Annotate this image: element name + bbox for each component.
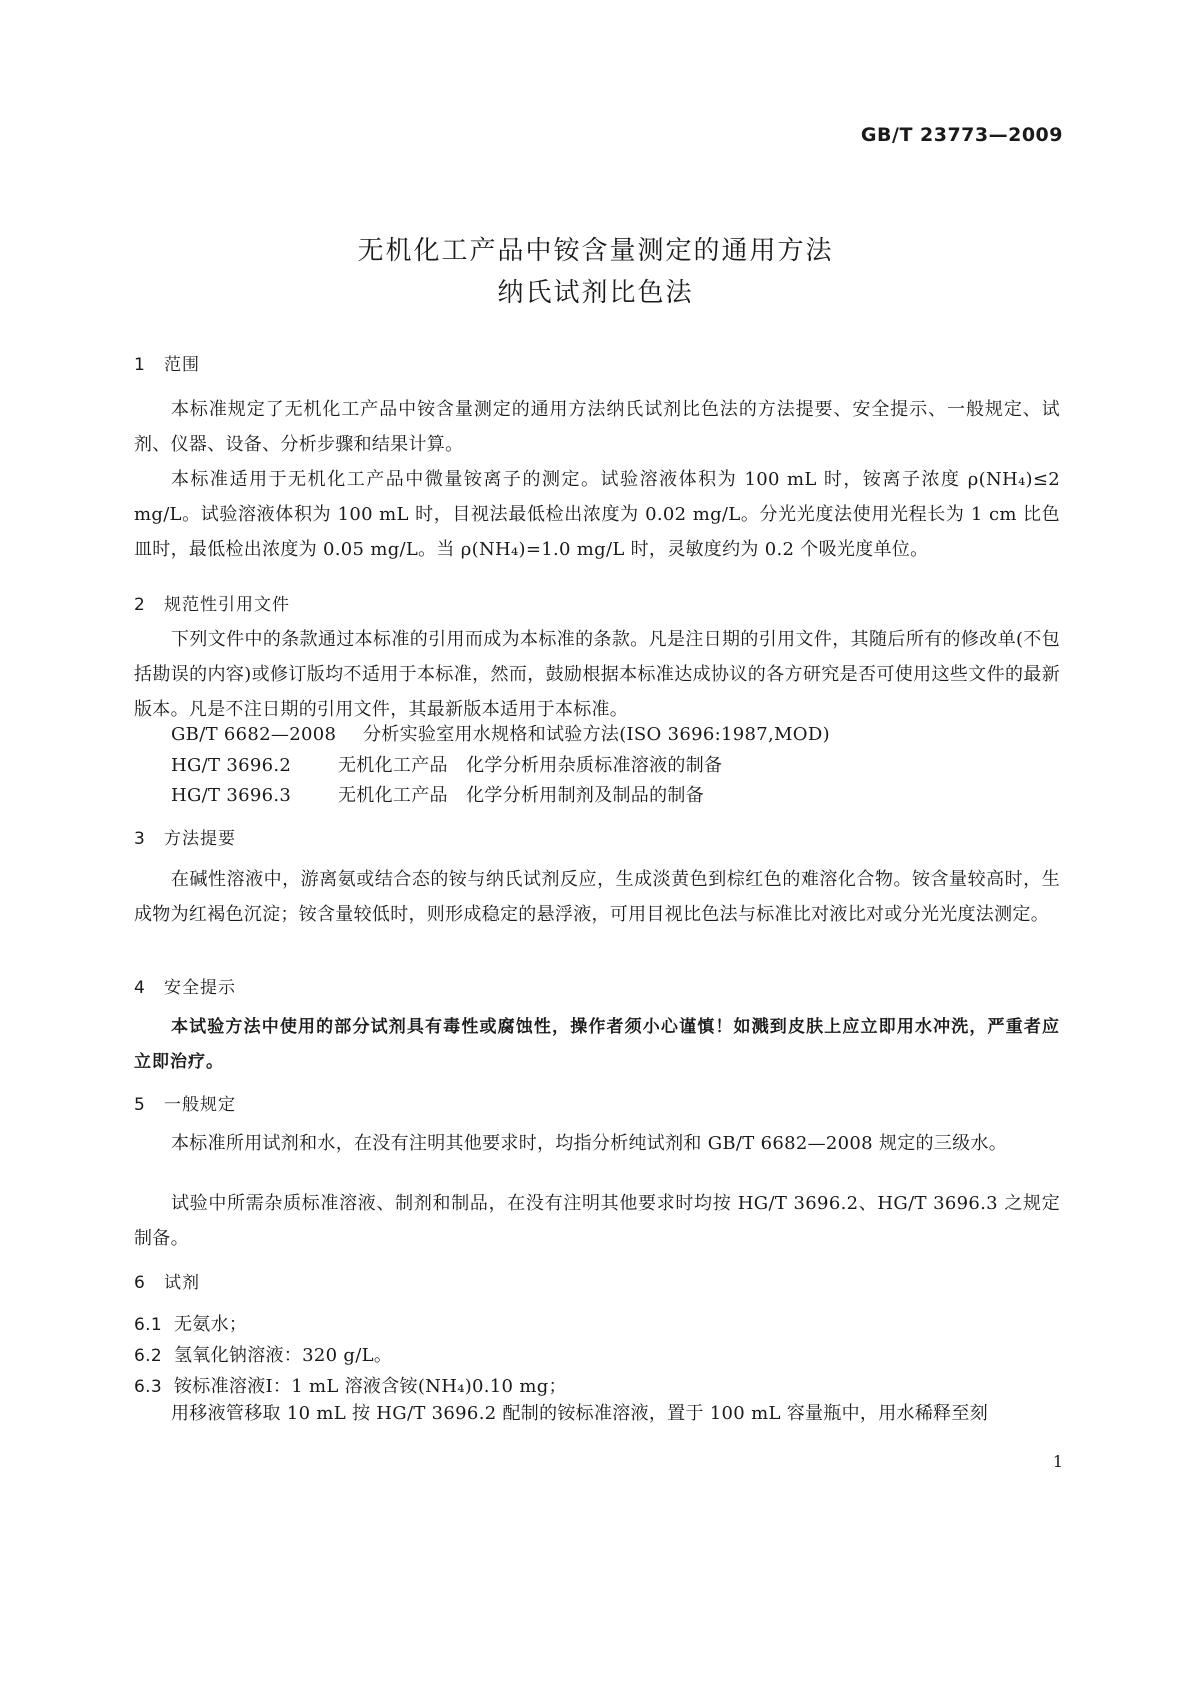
section-title: 安全提示: [164, 978, 236, 998]
section-title: 范围: [164, 355, 200, 375]
item-number: 6.3: [134, 1377, 162, 1397]
section-title: 规范性引用文件: [164, 595, 290, 615]
section-5-paragraph-1: 本标准所用试剂和水，在没有注明其他要求时，均指分析纯试剂和 GB/T 6682—2008 规定的三级水。: [171, 1133, 1008, 1154]
section-1-heading: [134, 350, 200, 375]
item-text: 无氨水；: [174, 1314, 248, 1335]
section-1-paragraph-1: 本标准规定了无机化工产品中铵含量测定的通用方法纳氏试剂比色法的方法提要、安全提示、一般规定、试剂、仪器、设备、分析步骤和结果计算。: [134, 399, 1060, 455]
reagent-procedure: 用移液管移取 10 mL 按 HG/T 3696.2 配制的铵标准溶液，置于 100 mL 容量瓶中，用水稀释至刻: [171, 1403, 989, 1424]
document-title: 无机化工产品中铵含量测定的通用方法: [357, 236, 834, 266]
item-text: 铵标准溶液Ⅰ：1 mL 溶液含铵(NH₄)0.10 mg；: [174, 1376, 567, 1397]
document-subtitle: 纳氏试剂比色法: [497, 278, 694, 308]
section-1-paragraph-2: 本标准适用于无机化工产品中微量铵离子的测定。试验溶液体积为 100 mL 时，铵离子浓度 ρ(NH₄)≤2 mg/L。试验溶液体积为 100 mL 时，目视法最低检出浓度为 0.02 mg/L。分光光度法使用光程长为 1 cm 比色皿时，最低检出浓度为 0.05 mg/L。当 ρ(NH₄)=1.0 mg/L 时，灵敏度约为 0.2 个吸光度单位。: [134, 469, 1060, 560]
section-4-heading: [134, 973, 236, 998]
section-number: 2: [134, 595, 146, 615]
reference-title: 分析实验室用水规格和试验方法(ISO 3696:1987,MOD): [363, 724, 830, 745]
reagent-item: [134, 1372, 567, 1398]
section-title: 方法提要: [164, 829, 236, 849]
section-5-paragraph-2: 试验中所需杂质标准溶液、制剂和制品，在没有注明其他要求时均按 HG/T 3696.2、HG/T 3696.3 之规定制备。: [134, 1193, 1060, 1249]
section-number: 3: [134, 829, 146, 849]
section-title: 试剂: [164, 1273, 200, 1293]
section-number: 6: [134, 1273, 146, 1293]
reference-title: 无机化工产品 化学分析用杂质标准溶液的制备: [338, 755, 723, 776]
reference-item: [171, 781, 704, 807]
section-number: 5: [134, 1095, 146, 1115]
section-number: 1: [134, 355, 146, 375]
reference-item: [171, 751, 722, 777]
reference-code: HG/T 3696.3: [171, 785, 292, 806]
section-2-heading: [134, 590, 290, 615]
reference-code: HG/T 3696.2: [171, 755, 292, 776]
section-5-heading: [134, 1090, 236, 1115]
section-title: 一般规定: [164, 1095, 236, 1115]
reference-code: GB/T 6682—2008: [171, 724, 337, 745]
safety-warning: 本试验方法中使用的部分试剂具有毒性或腐蚀性，操作者须小心谨慎！如溅到皮肤上应立即用水冲洗，严重者应立即治疗。: [134, 1017, 1060, 1072]
item-number: 6.1: [134, 1315, 162, 1335]
page-number: 1: [1052, 1452, 1063, 1471]
section-number: 4: [134, 978, 146, 998]
reagent-item: [134, 1310, 247, 1336]
item-number: 6.2: [134, 1346, 162, 1366]
reference-title: 无机化工产品 化学分析用制剂及制品的制备: [338, 785, 704, 806]
reference-item: [171, 720, 830, 746]
reagent-item: [134, 1341, 392, 1367]
section-3-heading: [134, 824, 236, 849]
section-6-heading: [134, 1268, 200, 1293]
standard-number: GB/T 23773—2009: [860, 124, 1063, 146]
section-3-paragraph-1: 在碱性溶液中，游离氨或结合态的铵与纳氏试剂反应，生成淡黄色到棕红色的难溶化合物。铵含量较高时，生成物为红褐色沉淀；铵含量较低时，则形成稳定的悬浮液，可用目视比色法与标准比对液比对或分光光度法测定。: [134, 869, 1060, 925]
item-text: 氢氧化钠溶液：320 g/L。: [174, 1345, 393, 1366]
section-2-paragraph-1: 下列文件中的条款通过本标准的引用而成为本标准的条款。凡是注日期的引用文件，其随后所有的修改单(不包括勘误的内容)或修订版均不适用于本标准，然而，鼓励根据本标准达成协议的各方研究是否可使用这些文件的最新版本。凡是不注日期的引用文件，其最新版本适用于本标准。: [134, 629, 1060, 720]
